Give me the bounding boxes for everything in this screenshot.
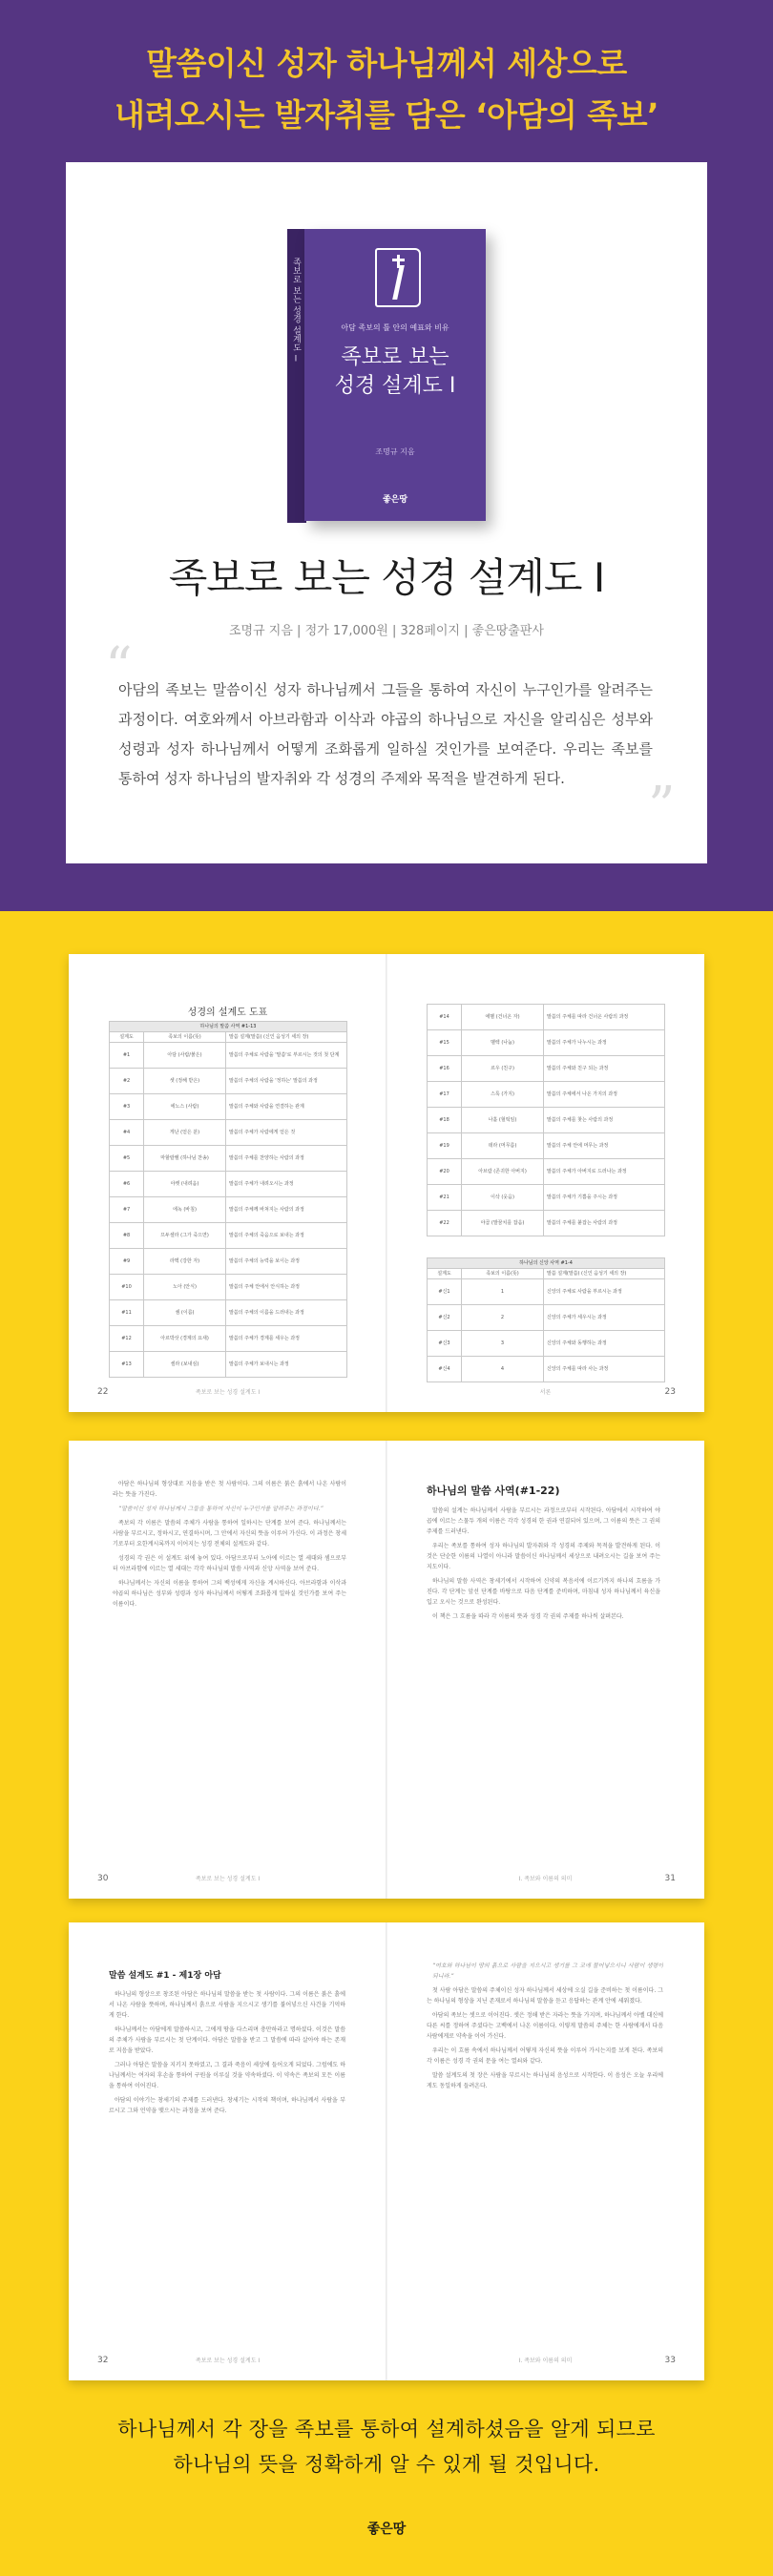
table-cell: #21 (428, 1185, 462, 1211)
section-heading: 하나님의 말씀 사역(#1-22) (427, 1485, 560, 1497)
running-head: 족보로 보는 성경 설계도 Ⅰ (195, 1389, 261, 1396)
table-header-cell: 말씀 설계(말씀) (신인 음성기 세의 장) (544, 1269, 665, 1279)
table-row (428, 1305, 665, 1331)
table-cell: 말씀의 주체가 내려오시는 과정 (226, 1172, 347, 1197)
table-cell: #20 (428, 1159, 462, 1185)
table-cell: 말씀의 주체와 친구 되는 과정 (544, 1056, 665, 1082)
table-left (109, 1021, 347, 1378)
spread-text-2 (69, 1922, 704, 2380)
table-row (110, 1300, 347, 1326)
table-cell: #10 (110, 1275, 144, 1300)
book-meta: 조명규 지음 | 정가 17,000원 | 328페이지 | 좋은땅출판사 (229, 624, 544, 638)
table-cell: 신앙의 주체가 세우시는 과정 (544, 1305, 665, 1331)
table-cell: 야곱 (발꿈치를 잡음) (462, 1211, 544, 1236)
close-quote-icon: ” (648, 776, 676, 838)
table-cell: #18 (428, 1108, 462, 1133)
cover-author: 조명규 지음 (375, 447, 415, 456)
table-cell: 벨렉 (나눔) (462, 1030, 544, 1056)
running-head: 족보로 보는 성경 설계도 Ⅰ (195, 1876, 261, 1882)
table-cell: 야렛 (내려옴) (144, 1172, 226, 1197)
page-number: 32 (97, 2356, 109, 2365)
table-cell: 말씀의 주체가 나누시는 과정 (544, 1030, 665, 1056)
table-cell: 말씀의 주체를 찬양하는 사람의 과정 (226, 1146, 347, 1172)
table-row (110, 1197, 347, 1223)
table-cell: 말씀의 주체 안에서 안식하는 과정 (226, 1275, 347, 1300)
table-cell: #11 (110, 1300, 144, 1326)
table-row (428, 1211, 665, 1236)
table-row (110, 1146, 347, 1172)
table-row (428, 1133, 665, 1159)
table-cell: 말씀의 주체가 사람에게 얻은 것 (226, 1120, 347, 1146)
spread-text-1 (69, 1441, 704, 1899)
table-cell: 말씀의 주체께 바쳐지는 사람의 과정 (226, 1197, 347, 1223)
closing-line2: 하나님의 뜻을 정확하게 알 수 있게 될 것입니다. (173, 2453, 600, 2476)
paragraph: 우리는 이 흐름 속에서 하나님께서 어떻게 자신의 뜻을 이루어 가시는지를 보게 된다. 족보의 각 이름은 성경 각 권의 문을 여는 열쇠와 같다. (427, 2047, 663, 2065)
table-header-cell: 족보의 이름(뜻) (144, 1032, 226, 1043)
table-cell: #22 (428, 1211, 462, 1236)
table-cell: 에녹 (바침) (144, 1197, 226, 1223)
table-cell: 셋 (정해 받은) (144, 1069, 226, 1094)
table-cell: 말씀의 주체의 죽음으로 보내는 과정 (226, 1223, 347, 1249)
chapter-heading: 말씀 설계도 #1 - 제1장 아담 (109, 1971, 221, 1981)
body-text (427, 1961, 663, 2314)
paragraph: 족보의 각 이름은 말씀의 주체가 사람을 통하여 일하시는 단계를 보여 준다. 하나님께서는 사람을 부르시고, 정하시고, 연결하시며, 그 안에서 자신의 뜻을 이루어 가신다. 이 과정은 창세기로부터 요한계시록까지 이어지는 성경 전체의 설계도와 같다. (113, 1520, 346, 1548)
page-31 (386, 1441, 704, 1899)
table-cell: 말씀의 주체 안에 머무는 과정 (544, 1133, 665, 1159)
table-cell: #19 (428, 1133, 462, 1159)
table-row (110, 1275, 347, 1300)
running-head: 서론 (539, 1389, 552, 1396)
paragraph: 첫 사람 아담은 말씀의 주체이신 성자 하나님께서 세상에 오실 길을 준비하는 첫 이름이다. 그는 하나님의 형상을 지닌 존재로서 하나님의 말씀을 듣고 응답하는 관계 안에 세워졌다. (427, 1987, 663, 2005)
running-head: Ⅰ. 족보와 이름의 의미 (518, 1876, 573, 1882)
paragraph: 성경의 각 권은 이 설계도 위에 놓여 있다. 아담으로부터 노아에 이르는 열 세대와 셈으로부터 아브라함에 이르는 열 세대는 각각 하나님의 말씀 사역과 신앙 사역을 보여 준다. (113, 1555, 346, 1572)
table-cell: #4 (110, 1120, 144, 1146)
table-cell: #14 (428, 1005, 462, 1030)
table-cell: #신2 (428, 1305, 462, 1331)
table-cell: 말씀의 주체로 사람을 '말씀'로 부르시는 것의 첫 단계 (226, 1043, 347, 1069)
page-22 (69, 954, 386, 1412)
table-row (428, 1159, 665, 1185)
body-text (109, 1989, 345, 2314)
table-cell: 4 (462, 1357, 544, 1382)
table-row (110, 1120, 347, 1146)
table-cell: 말씀의 주체가 경계를 세우는 과정 (226, 1326, 347, 1352)
page-23 (386, 954, 704, 1412)
table-cell: 라멕 (강한 자) (144, 1249, 226, 1275)
table-cell: 아르박삿 (경계의 요새) (144, 1326, 226, 1352)
table-row (110, 1094, 347, 1120)
table-row (110, 1352, 347, 1378)
table-cell: 에벨 (건너온 자) (462, 1005, 544, 1030)
page-number: 22 (97, 1387, 109, 1397)
paragraph: 아담은 하나님의 형상대로 지음을 받은 첫 사람이다. 그의 이름은 붉은 흙에서 나온 사람이라는 뜻을 가진다. (113, 1481, 346, 1498)
table-row (110, 1223, 347, 1249)
table-row (428, 1279, 665, 1305)
table-cell: 아브람 (존귀한 아버지) (462, 1159, 544, 1185)
publisher-logo: 좋은땅 (366, 2522, 407, 2537)
table-row (428, 1331, 665, 1357)
table-cell: #신4 (428, 1357, 462, 1382)
table-row (428, 1056, 665, 1082)
table-cell: #5 (110, 1146, 144, 1172)
table-row (428, 1082, 665, 1108)
table-cell: #신1 (428, 1279, 462, 1305)
table-cell: 셈 (이름) (144, 1300, 226, 1326)
table-row (110, 1249, 347, 1275)
table-right-b (427, 1257, 665, 1382)
table-row (428, 1357, 665, 1382)
body-text (427, 1506, 660, 1830)
book-cover (287, 229, 488, 525)
table-cell: 아담 (사람/붉은) (144, 1043, 226, 1069)
table-cell: 말씀의 주체를 붙잡는 사람의 과정 (544, 1211, 665, 1236)
page-33 (386, 1922, 704, 2380)
table-cell: 게난 (얻은 분) (144, 1120, 226, 1146)
table-cell: 이삭 (웃음) (462, 1185, 544, 1211)
book-front-cover (304, 229, 486, 521)
paragraph: 아담의 족보는 셋으로 이어진다. 셋은 정해 받은 자라는 뜻을 가지며, 하나님께서 아벨 대신에 다른 씨를 정하여 주셨다는 고백에서 나온 이름이다. 이렇게 말씀의 주체는 한 사람에게서 다음 사람에게로 약속을 이어 가신다. (427, 2012, 663, 2040)
table-cell: 신앙의 주체와 동행하는 과정 (544, 1331, 665, 1357)
book-intro: 아담의 족보는 말씀이신 성자 하나님께서 그들을 통하여 자신이 누구인가를 알려주는 과정이다. 여호와께서 아브라함과 이삭과 야곱의 하나님으로 자신을 알리심은 성부와 성령과 성자 하나님께서 어떻게 조화롭게 일하실 것인가를 보여준다. 우리는 족보를 통하여 성자 하나님의 발자취와 각 성경의 주제와 목적을 발견하게 된다. (118, 681, 653, 787)
table-cell: 말씀의 주체가 보내시는 과정 (226, 1352, 347, 1378)
table-cell: 3 (462, 1331, 544, 1357)
hero-section (0, 0, 773, 911)
table-cell: #3 (110, 1094, 144, 1120)
table-cell: #7 (110, 1197, 144, 1223)
table-right-a (427, 1004, 665, 1236)
table-header-cell: 설계도 (110, 1032, 144, 1043)
table-header-cell: 말씀 설계(말씀) (신인 음성기 세의 장) (226, 1032, 347, 1043)
page-number: 33 (664, 2356, 676, 2365)
book-card (66, 162, 707, 863)
table-cell: 스룩 (가지) (462, 1082, 544, 1108)
table-cell: #13 (110, 1352, 144, 1378)
table-header-cell: 족보의 이름(뜻) (462, 1269, 544, 1279)
table-section-header: 하나님의 말씀 사역 #1-13 (110, 1022, 347, 1032)
bible-cross-icon (375, 248, 421, 307)
cover-series: 아담 족보의 틀 안의 예표와 비유 (341, 323, 449, 332)
table-row (428, 1030, 665, 1056)
table-cell: 말씀의 주체를 찾는 사람의 과정 (544, 1108, 665, 1133)
table-cell: 신앙의 주체를 따라 사는 과정 (544, 1357, 665, 1382)
book-title: 족보로 보는 성경 설계도 Ⅰ (168, 554, 605, 601)
table-cell: 말씀의 주체와 사람을 연결하는 관계 (226, 1094, 347, 1120)
paragraph: 우리는 족보를 통하여 성자 하나님의 발자취와 각 성경의 주제와 목적을 발견하게 된다. 이것은 단순한 이름의 나열이 아니라 말씀이신 하나님께서 세상으로 내려오시는 길을 보여 주는 지도이다. (427, 1543, 660, 1570)
paragraph: 그러나 아담은 말씀을 지키지 못하였고, 그 결과 죽음이 세상에 들어오게 되었다. 그럼에도 하나님께서는 여자의 후손을 통하여 구원을 이루실 것을 약속하셨다. 이 약속은 족보의 모든 이름을 통하여 이어진다. (109, 2062, 345, 2089)
paragraph: 하나님의 형상으로 창조된 아담은 하나님의 말씀을 받는 첫 사람이다. 그의 이름은 붉은 흙에서 나온 사람을 뜻하며, 하나님께서 흙으로 사람을 지으시고 생기를 불어넣으신 사건을 기억하게 한다. (109, 1991, 345, 2019)
paragraph: 말씀의 설계는 하나님께서 사람을 부르시는 과정으로부터 시작된다. 아담에서 시작하여 야곱에 이르는 스물두 개의 이름은 각각 성경의 한 권과 연결되어 있으며, 그 이름의 뜻은 그 권의 주제를 드러낸다. (427, 1507, 660, 1535)
table-cell: #6 (110, 1172, 144, 1197)
table-cell: 노아 (안식) (144, 1275, 226, 1300)
table-row (428, 1005, 665, 1030)
table-cell: #2 (110, 1069, 144, 1094)
paragraph: 하나님께서는 자신의 이름을 통하여 그의 백성에게 자신을 계시하신다. 아브라함과 이삭과 야곱의 하나님은 성부와 성령과 성자 하나님께서 어떻게 조화롭게 일하실 것인가를 보여 주는 이름이다. (113, 1580, 346, 1608)
table-cell: 셀라 (보내심) (144, 1352, 226, 1378)
page-number: 30 (97, 1874, 109, 1883)
table-cell: 말씀의 주체의 능력을 보이는 과정 (226, 1249, 347, 1275)
table-cell: 데라 (머무름) (462, 1133, 544, 1159)
closing-text (0, 2412, 773, 2483)
table-cell: 2 (462, 1305, 544, 1331)
table-cell: 나홀 (헐떡임) (462, 1108, 544, 1133)
table-cell: #9 (110, 1249, 144, 1275)
table-header-cell: 설계도 (428, 1269, 462, 1279)
table-cell: #17 (428, 1082, 462, 1108)
table-cell: 에노스 (사람) (144, 1094, 226, 1120)
table-cell: 말씀의 주체의 이름을 드러내는 과정 (226, 1300, 347, 1326)
cover-publisher-logo: 좋은땅 (382, 495, 408, 505)
cover-title-line2: 성경 설계도 Ⅰ (334, 374, 456, 398)
hero-headline (0, 38, 773, 141)
table-cell: #12 (110, 1326, 144, 1352)
table-row (110, 1043, 347, 1069)
running-head: 족보로 보는 성경 설계도 Ⅰ (195, 2358, 261, 2364)
cover-title (312, 343, 478, 401)
table-cell: 1 (462, 1279, 544, 1305)
paragraph: “여호와 하나님이 땅의 흙으로 사람을 지으시고 생기를 그 코에 불어넣으시니 사람이 생령이 되니라.” (432, 1963, 663, 1980)
page-32 (69, 1922, 386, 2380)
table-cell: #신3 (428, 1331, 462, 1357)
closing-line1: 하나님께서 각 장을 족보를 통하여 설계하셨음을 알게 되므로 (117, 2418, 656, 2441)
table-row (428, 1185, 665, 1211)
table-cell: 르우 (친구) (462, 1056, 544, 1082)
table-cell: 마할랄렐 (하나님 찬송) (144, 1146, 226, 1172)
table-section-header: 하나님의 신앙 사역 #1-4 (428, 1258, 665, 1269)
table-cell: 므두셀라 (그가 죽으면) (144, 1223, 226, 1249)
paragraph: “말씀이신 성자 하나님께서 그들을 통하여 자신이 누구인가를 알려주는 과정이다.” (118, 1506, 324, 1512)
table-title: 성경의 설계도 도표 (187, 1008, 268, 1018)
running-head: Ⅰ. 족보와 이름의 의미 (518, 2358, 573, 2364)
paragraph: 이 책은 그 흐름을 따라 각 이름의 뜻과 성경 각 권의 주제를 하나씩 살펴본다. (432, 1613, 624, 1620)
body-text (113, 1479, 346, 1832)
table-cell: 말씀의 주체를 따라 건너온 사람의 과정 (544, 1005, 665, 1030)
table-cell: #15 (428, 1030, 462, 1056)
hero-headline-line1: 말씀이신 성자 하나님께서 세상으로 (146, 45, 627, 82)
table-row (428, 1108, 665, 1133)
page-number: 23 (664, 1387, 676, 1397)
table-row (110, 1326, 347, 1352)
paragraph: 말씀 설계도의 첫 장은 사람을 부르시는 하나님의 음성으로 시작한다. 이 음성은 오늘 우리에게도 동일하게 들려온다. (427, 2072, 663, 2089)
table-cell: #16 (428, 1056, 462, 1082)
spread-tables (69, 954, 704, 1412)
cover-title-line1: 족보로 보는 (341, 345, 449, 369)
table-cell: 말씀의 주체의 사람을 '정하는' 말씀의 과정 (226, 1069, 347, 1094)
table-cell: #8 (110, 1223, 144, 1249)
table-row (110, 1172, 347, 1197)
paragraph: 하나님께서는 아담에게 말씀하시고, 그에게 땅을 다스리며 충만하라고 명하셨다. 이것은 말씀의 주체가 사람을 부르시는 첫 단계이다. 아담은 말씀을 받고 그 말씀에 따라 살아야 하는 존재로 지음을 받았다. (109, 2026, 345, 2054)
table-cell: 말씀의 주체가 아버지로 드러나는 과정 (544, 1159, 665, 1185)
table-row (110, 1069, 347, 1094)
page-30 (69, 1441, 386, 1899)
table-cell: 신앙의 주체로 사람을 부르시는 과정 (544, 1279, 665, 1305)
table-cell: #1 (110, 1043, 144, 1069)
book-spine (287, 229, 306, 523)
table-cell: 말씀의 주체에서 나온 가지의 과정 (544, 1082, 665, 1108)
page-number: 31 (664, 1874, 676, 1883)
spine-text: 족보로 보는 성경 설계도 Ⅰ (291, 258, 301, 364)
paragraph: 아담의 이야기는 창세기의 주제를 드러낸다. 창세기는 시작의 책이며, 하나님께서 사람을 부르시고 그와 언약을 맺으시는 과정을 보여 준다. (109, 2097, 345, 2114)
open-quote-icon: “ (105, 636, 133, 698)
table-cell: 말씀의 주체가 기쁨을 주시는 과정 (544, 1185, 665, 1211)
paragraph: 하나님의 말씀 사역은 창세기에서 시작하여 신약의 복음서에 이르기까지 하나의 흐름을 가진다. 각 단계는 앞선 단계를 바탕으로 다음 단계를 준비하며, 마침내 성자 하나님께서 육신을 입고 오시는 것으로 완성된다. (427, 1578, 660, 1606)
hero-headline-line2: 내려오시는 발자취를 담은 ‘아담의 족보’ (114, 96, 659, 134)
